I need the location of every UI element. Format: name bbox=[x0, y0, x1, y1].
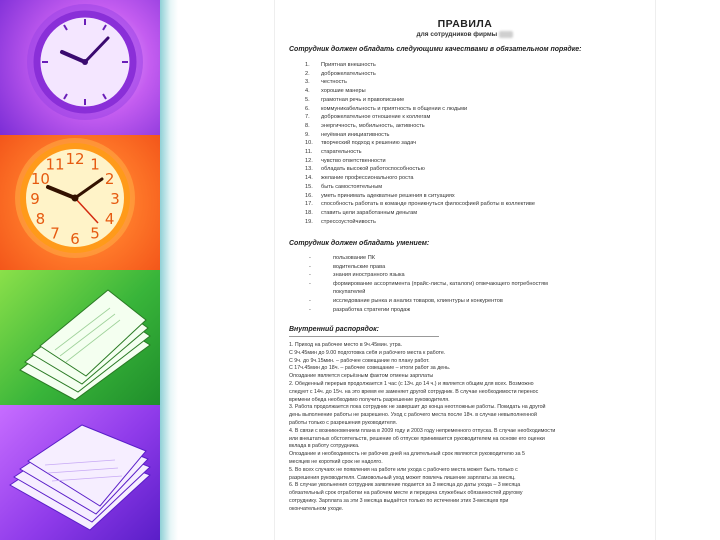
list-text: пользование ПК bbox=[333, 255, 375, 261]
orange-clock-tile bbox=[0, 135, 160, 270]
list-text: стрессоустойчивость bbox=[321, 218, 376, 225]
list-text: доброжелательность bbox=[321, 70, 376, 77]
list-item bbox=[305, 157, 645, 166]
clock-numeral: 7 bbox=[50, 224, 60, 243]
list-item bbox=[305, 218, 645, 227]
list-text: старательность bbox=[321, 149, 362, 156]
list-item bbox=[305, 192, 645, 201]
purple-papers-tile bbox=[0, 405, 160, 540]
list-item bbox=[309, 263, 649, 272]
list-text: хорошие манеры bbox=[321, 88, 366, 95]
rule-line: месяцев не короткий срок не надолго. bbox=[289, 458, 383, 465]
rule-line: вклада в работу сотрудника. bbox=[289, 443, 360, 450]
list-number: 8. bbox=[305, 122, 310, 129]
list-item bbox=[305, 78, 645, 87]
list-number: 19. bbox=[305, 218, 313, 225]
list-text: покупателей bbox=[333, 289, 366, 296]
bullet-dash: - bbox=[309, 297, 311, 304]
list-text: чувство ответственности bbox=[321, 157, 386, 164]
section-qualities-heading: Сотрудник должен обладать следующими качествами в обязательном порядке: bbox=[289, 46, 582, 53]
clock-numeral: 12 bbox=[65, 150, 85, 168]
redacted-company-name bbox=[499, 31, 513, 38]
list-item bbox=[305, 183, 645, 192]
alarm-clock-icon bbox=[0, 135, 160, 270]
rule-line: времени обеда необходимо получить разрешение руководителя. bbox=[289, 396, 450, 403]
bullet-dash: - bbox=[309, 263, 311, 270]
list-text: неуёмная инициативность bbox=[321, 131, 390, 138]
clock-numeral: 10 bbox=[30, 170, 50, 188]
rule-line: 6. В случае увольнения сотрудник заявление подается за 3 месяца до даты ухода – 3 месяца bbox=[289, 482, 521, 489]
green-papers-tile bbox=[0, 270, 160, 405]
list-text: способность работать в команде проникнуться философией работы в коллективе bbox=[321, 201, 535, 208]
purple-clock-tile bbox=[0, 0, 160, 135]
list-number: 2. bbox=[305, 70, 310, 77]
list-number: 11. bbox=[305, 149, 313, 156]
rule-line: обязательный срок отработки на рабочем месте и передача служебных обязанностей другому bbox=[289, 490, 523, 497]
rule-line: С 17ч.45мин до 18ч. – рабочее совещание – итоги работ за день. bbox=[289, 365, 451, 372]
skills-list bbox=[309, 254, 649, 314]
heading-underline bbox=[289, 336, 439, 337]
list-text: формирование ассортимента (прайс-листы, каталоги) отвечающего потребностям bbox=[333, 280, 548, 287]
list-number: 16. bbox=[305, 192, 313, 199]
rule-line: Опоздание является серьёзным фактом отмены зарплаты bbox=[289, 373, 434, 380]
bullet-dash: - bbox=[309, 280, 311, 287]
list-text: честность bbox=[321, 79, 347, 86]
clock-numeral: 11 bbox=[45, 155, 65, 174]
rule-line: 4. В связи с возникновением плана в 2009 году и 2003 году непременного отпуска. В случае необходимости bbox=[289, 427, 556, 434]
list-item bbox=[305, 122, 645, 131]
list-item bbox=[309, 306, 649, 315]
list-text: быть самостоятельным bbox=[321, 183, 383, 190]
list-text: разработка стратегии продаж bbox=[333, 306, 411, 313]
bullet-dash: - bbox=[309, 306, 311, 313]
list-item bbox=[305, 87, 645, 96]
list-text: Приятная внешность bbox=[321, 62, 376, 68]
list-item bbox=[305, 174, 645, 183]
decorative-sidebar bbox=[0, 0, 160, 540]
clock-numeral: 1 bbox=[90, 155, 100, 174]
list-number: 13. bbox=[305, 166, 313, 173]
list-number: 4. bbox=[305, 88, 310, 95]
page-title: ПРАВИЛА bbox=[437, 18, 493, 30]
clock-numeral: 2 bbox=[104, 170, 115, 188]
clock-numeral: 4 bbox=[104, 210, 115, 228]
list-number: 10. bbox=[305, 140, 313, 147]
rule-line: 3. Работа продолжается пока сотрудник не завершит до конца неотложные работы. Покидать на другой bbox=[289, 404, 546, 411]
clock-numeral: 5 bbox=[90, 224, 100, 243]
rule-line: 1. Приход на рабочее место в 9ч.45мин. утра. bbox=[289, 342, 403, 348]
list-number: 15. bbox=[305, 183, 313, 190]
list-text: грамотная речь и правописание bbox=[321, 96, 405, 103]
rule-line: день выполнение работы не разрешено. Уход с рабочего места после 18ч. в случае невыполненной bbox=[289, 412, 537, 419]
rule-line: С 9ч.45мин до 9.00 подготовка себя и рабочего места к работе. bbox=[289, 349, 446, 356]
rule-line: 5. Во всех случаях не появления на работе или ухода с рабочего места может быть только с bbox=[289, 466, 518, 473]
list-text: творческий подход к решению задач bbox=[321, 140, 417, 147]
clock-numeral: 6 bbox=[70, 230, 80, 248]
list-item bbox=[305, 139, 645, 148]
list-item bbox=[309, 254, 649, 263]
rule-line: следует с 14ч. до 15ч. на это время ее заменяет другой сотрудник. В случае необходимости перенос bbox=[289, 388, 539, 395]
list-number: 17. bbox=[305, 201, 313, 208]
list-text: знания иностранного языка bbox=[333, 272, 405, 279]
rule-line: работы только с разрешения руководителя. bbox=[289, 419, 398, 426]
list-number: 9. bbox=[305, 131, 310, 138]
list-text: доброжелательное отношение к коллегам bbox=[321, 114, 431, 121]
list-number: 14. bbox=[305, 175, 313, 182]
list-item bbox=[305, 61, 645, 70]
list-text: коммуникабельность и приятность в общении с людьми bbox=[321, 105, 468, 112]
sidebar-gradient-bar bbox=[160, 0, 178, 540]
bullet-dash: - bbox=[309, 272, 311, 279]
bullet-dash: - bbox=[309, 255, 311, 261]
rule-line: или внештатных обстоятельств, решение об отпуске принимается руководителем на основе его оценки bbox=[289, 435, 545, 442]
list-text: ставить цели заработанным деньгам bbox=[321, 209, 418, 216]
rule-line: Опоздание и необходимость не рабочих дней на длительный срок являются руководителю за 5 bbox=[289, 451, 525, 458]
list-item bbox=[309, 280, 649, 289]
list-number: 1. bbox=[305, 62, 310, 68]
section-rules-heading: Внутренний распорядок: bbox=[289, 326, 380, 333]
paper-stack-icon bbox=[0, 270, 160, 405]
rules-list bbox=[289, 342, 649, 514]
paper-stack-icon bbox=[0, 405, 160, 540]
list-number: 3. bbox=[305, 79, 310, 86]
qualities-list bbox=[305, 61, 645, 226]
list-text: уметь принимать адекватные решения в ситуациях bbox=[321, 192, 455, 199]
list-item bbox=[305, 209, 645, 218]
list-number: 6. bbox=[305, 105, 310, 112]
rule-line: разрешения руководителя. Самовольный уход может повлечь лишение зарплаты за месяц. bbox=[289, 474, 516, 481]
list-item bbox=[305, 105, 645, 114]
list-item bbox=[309, 297, 649, 306]
rule-line: С 9ч. до 9ч.15мин. – рабочее совещание по плану работ. bbox=[289, 357, 430, 364]
rule-line: сотруднику. Зарплата за эти 3 месяца выдаётся только по истечении этих 3-месяцев при bbox=[289, 497, 509, 504]
list-text: желание профессионального роста bbox=[321, 175, 414, 182]
rule-line: 2. Обеденный перерыв продолжается 1 час (с 13ч. до 14 ч.) и является общим для всех. Возможно bbox=[289, 380, 534, 387]
list-text: обладать высокой работоспособностью bbox=[321, 166, 425, 173]
rules-document bbox=[275, 0, 655, 540]
list-item bbox=[305, 96, 645, 105]
page-subtitle: для сотрудников фирмы bbox=[275, 31, 655, 38]
list-number: 7. bbox=[305, 114, 310, 121]
list-item bbox=[305, 131, 645, 140]
list-text: водительские права bbox=[333, 263, 386, 270]
list-text: энергичность, мобильность, активность bbox=[321, 122, 425, 129]
list-item bbox=[305, 113, 645, 122]
list-number: 12. bbox=[305, 157, 313, 164]
list-item bbox=[305, 165, 645, 174]
list-item bbox=[305, 70, 645, 79]
clock-numeral: 3 bbox=[110, 190, 120, 208]
clock-numeral: 9 bbox=[30, 190, 40, 208]
section-skills-heading: Сотрудник должен обладать умением: bbox=[289, 240, 430, 247]
list-text: исследование рынка и анализ товаров, клиентуры и конкурентов bbox=[333, 297, 503, 304]
rule-line: окончательном уходе. bbox=[289, 505, 344, 512]
clock-numeral: 8 bbox=[35, 210, 46, 228]
list-item bbox=[309, 271, 649, 280]
list-item bbox=[309, 288, 649, 297]
wall-clock-icon bbox=[0, 0, 160, 135]
list-number: 18. bbox=[305, 209, 313, 216]
list-item bbox=[305, 148, 645, 157]
list-item bbox=[305, 200, 645, 209]
list-number: 5. bbox=[305, 96, 310, 103]
